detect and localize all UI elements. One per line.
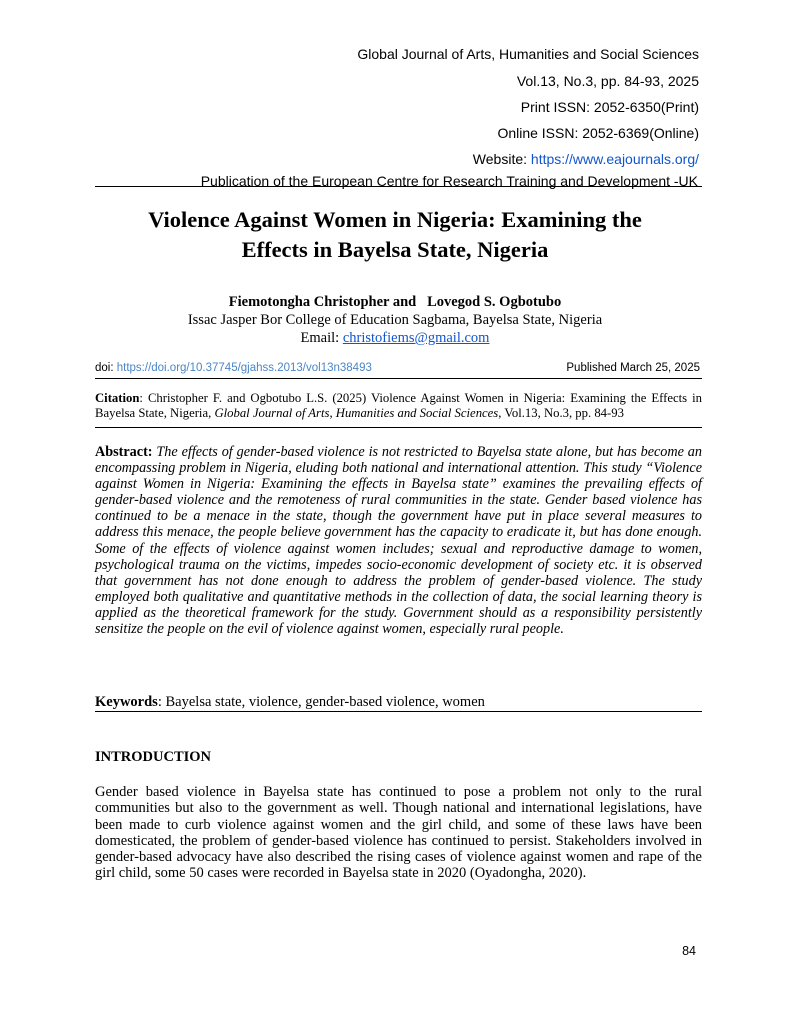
website-link[interactable]: https://www.eajournals.org/	[530, 151, 699, 167]
title-line-1: Violence Against Women in Nigeria: Examining the	[148, 207, 642, 232]
keywords-rule	[95, 711, 702, 712]
citation-text-start: : Christopher F. and Ogbotubo L.S. (2025) Violence Against Women in Nigeria: Examining the Effects in Bayelsa State, Nigeria,	[95, 391, 702, 420]
author-email-link[interactable]: christofiems@gmail.com	[342, 330, 490, 346]
abstract-label: Abstract:	[95, 444, 153, 460]
doi-label: doi:	[95, 362, 117, 374]
publisher-line: Publication of the European Centre for Research Training and Development -UK	[200, 173, 698, 189]
introduction-heading: INTRODUCTION	[95, 749, 212, 765]
title-line-2: Effects in Bayelsa State, Nigeria	[241, 237, 549, 262]
author-block	[80, 293, 710, 347]
published-date: Published March 25, 2025	[566, 362, 700, 374]
citation-text-end: , Vol.13, No.3, pp. 84-93	[498, 406, 624, 420]
email-label: Email:	[300, 330, 343, 346]
journal-name: Global Journal of Arts, Humanities and Social Sciences	[357, 46, 699, 62]
article-title	[80, 205, 710, 265]
author-email-line	[80, 329, 710, 347]
journal-volume: Vol.13, No.3, pp. 84-93, 2025	[516, 73, 699, 89]
doi-rule	[95, 378, 702, 379]
doi-line	[95, 362, 372, 374]
keywords-text: : Bayelsa state, violence, gender-based violence, women	[157, 694, 485, 710]
author-names: Fiemotongha Christopher and Lovegod S. Ogbotubo	[228, 294, 562, 310]
website-label: Website:	[472, 151, 531, 167]
journal-website	[473, 151, 699, 167]
citation	[95, 391, 702, 421]
print-issn: Print ISSN: 2052-6350(Print)	[520, 99, 699, 115]
keywords-label: Keywords	[95, 694, 158, 710]
author-affiliation: Issac Jasper Bor College of Education Sagbama, Bayelsa State, Nigeria	[187, 312, 603, 328]
online-issn: Online ISSN: 2052-6369(Online)	[497, 125, 699, 141]
abstract	[95, 444, 702, 637]
citation-rule	[95, 427, 702, 428]
doi-link[interactable]: https://doi.org/10.37745/gjahss.2013/vol13n38493	[116, 362, 372, 374]
keywords	[95, 694, 485, 711]
abstract-text: The effects of gender-based violence is not restricted to Bayelsa state alone, but has become an encompassing problem in Nigeria, eluding both national and international attention. This study “Violence against Women in Nigeria: Examining the effects in Bayelsa state” examines the prevailing effects of gender-based violence and the remoteness of rural communities in the state. Gender based violence has continued to be a menace in the state, though the government have put in place several measures to address this menace, the people believe government has the capacity to eradicate it, but has done enough. Some of the effects of violence against women includes; sexual and reproductive damage to women, psychological trauma on the victims, impedes socio-economic development of society etc. it is observed that government has not done enough to address the problem of gender-based violence. The study employed both qualitative and quantitative methods in the collection of data, the social learning theory is applied as the theoretical framework for the study. Government should as a responsibility persistently sensitize the people on the evil of violence against women, especially rural people.	[95, 444, 702, 638]
page-number: 84	[682, 944, 696, 958]
citation-label: Citation	[95, 391, 140, 405]
introduction-paragraph: Gender based violence in Bayelsa state has continued to pose a problem not only to the rural communities but also to the government as well. Though national and international legislations, have been made to curb violence against women and the girl child, and some of these laws have been domesticated, the problem of gender-based violence has continued to persist. Stakeholders involved in gender-based advocacy have also described the rising cases of violence against women and rape of the girl child, some 50 cases were recorded in Bayelsa state in 2020 (Oyadongha, 2020).	[95, 784, 702, 882]
citation-journal: Global Journal of Arts, Humanities and Social Sciences	[214, 406, 499, 420]
